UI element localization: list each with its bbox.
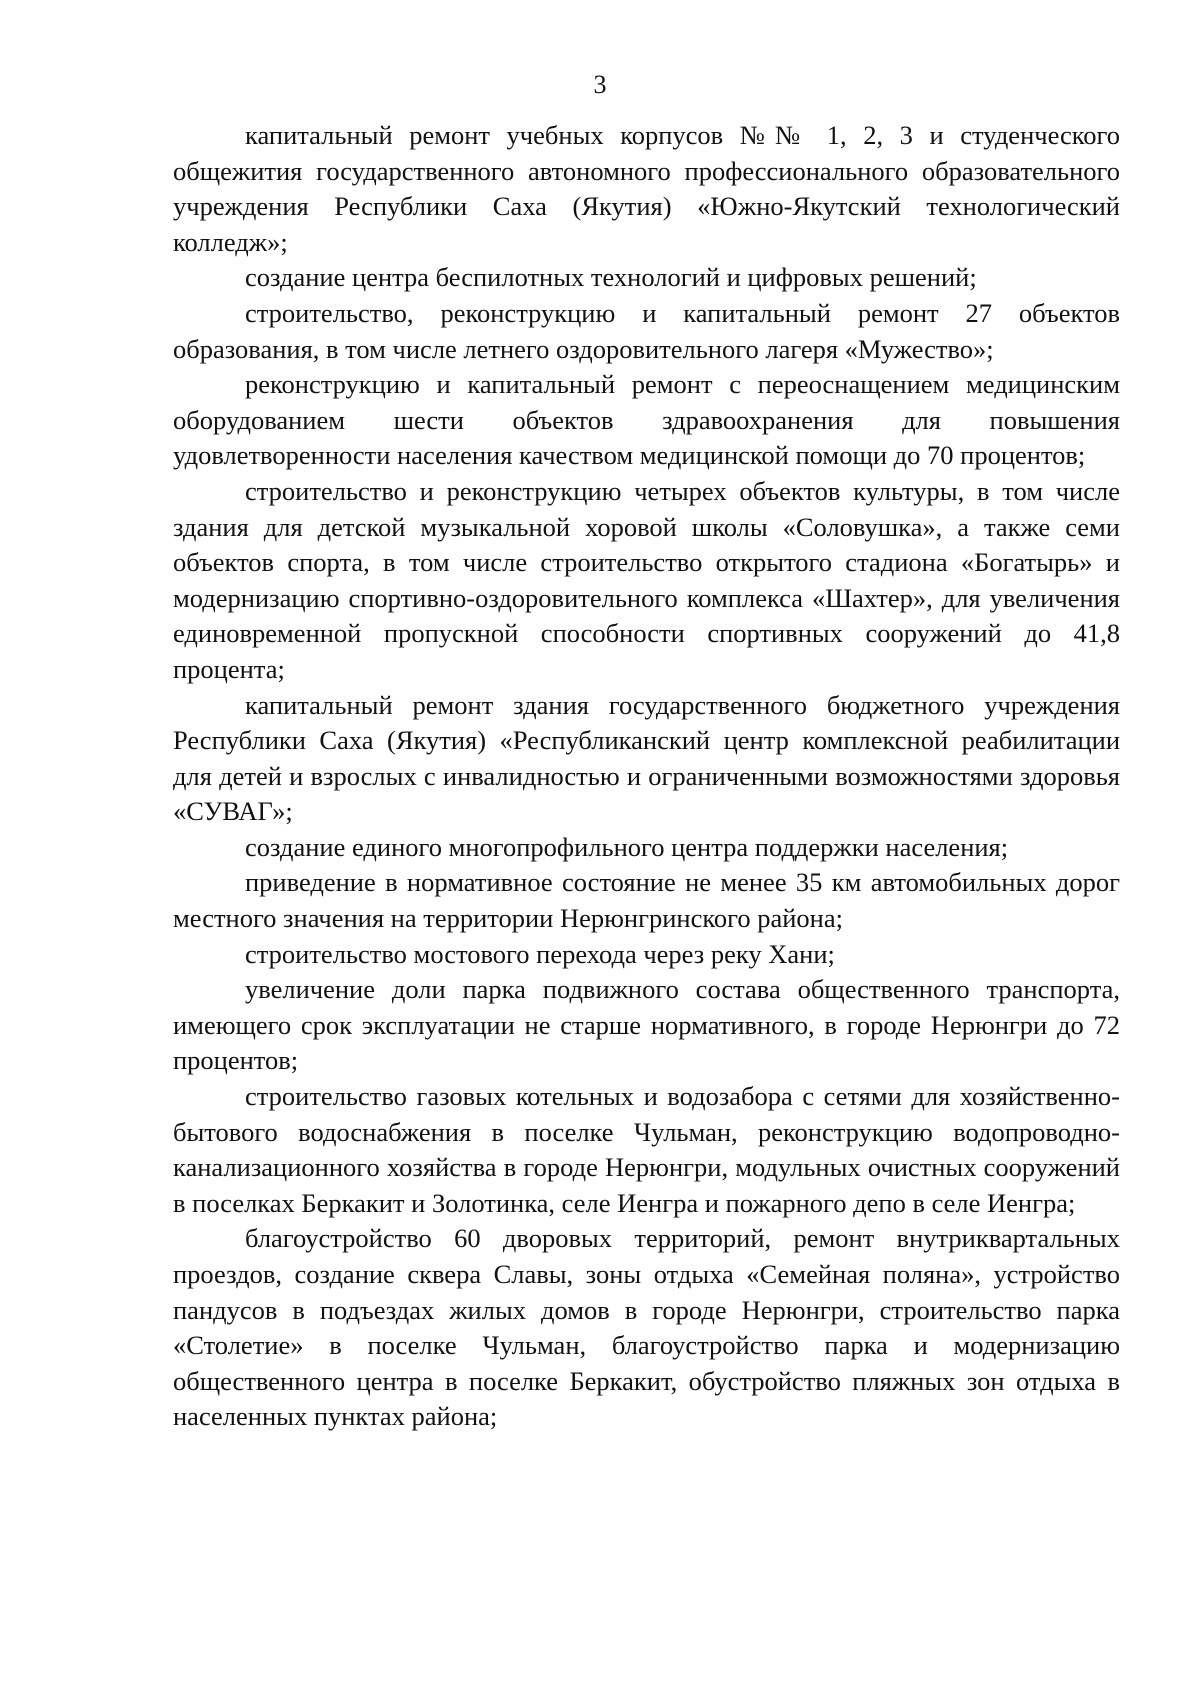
- paragraph-bridge: строительство мостового перехода через реку Хани;: [245, 938, 835, 969]
- document-body: [173, 118, 1120, 1435]
- paragraph-drone-center: создание центра беспилотных технологий и цифровых решений;: [245, 262, 977, 293]
- paragraph-transport: увеличение доли парка подвижного состава общественного транспорта, имеющего срок эксплуатации не старше нормативного, в городе Нерюнгри до 72 процентов;: [173, 974, 1120, 1076]
- page-number: 3: [593, 70, 607, 99]
- paragraph-rehabilitation-center: капитальный ремонт здания государственного бюджетного учреждения Республики Саха (Якутия) «Республиканский центр комплексной реабилитации для детей и взрослых с инвалидностью и ограниченными возможностями здоровья «СУВАГ»;: [173, 689, 1120, 827]
- paragraph-education-objects: строительство, реконструкцию и капитальный ремонт 27 объектов образования, в том числе летнего оздоровительного лагеря «Мужество»;: [173, 297, 1120, 364]
- paragraph-support-center: создание единого многопрофильного центра поддержки населения;: [245, 831, 1009, 862]
- paragraph-culture-sport: строительство и реконструкцию четырех объектов культуры, в том числе здания для детской музыкальной хоровой школы «Соловушка», а также семи объектов спорта, в том числе строительство открытого стадиона «Богатырь» и модернизацию спортивно-оздоровительного комплекса «Шахтер», для увеличения единовременной пропускной способности спортивных сооружений до 41,8 процента;: [173, 475, 1120, 684]
- paragraph-utilities: строительство газовых котельных и водозабора с сетями для хозяйственно-бытового водоснабжения в поселке Чульман, реконструкцию водопроводно-канализационного хозяйства в городе Нерюнгри, модульных очистных сооружений в поселках Беркакит и Золотинка, селе Иенгра и пожарного депо в селе Иенгра;: [173, 1081, 1120, 1218]
- paragraph-roads: приведение в нормативное состояние не менее 35 км автомобильных дорог местного значения на территории Нерюнгринского района;: [173, 867, 1120, 934]
- paragraph-healthcare: реконструкцию и капитальный ремонт с переоснащением медицинским оборудованием шести объектов здравоохранения для повышения удовлетворенности населения качеством медицинской помощи до 70 процентов;: [173, 369, 1120, 471]
- paragraph-landscaping: благоустройство 60 дворовых территорий, ремонт внутриквартальных проездов, создание сквера Славы, зоны отдыха «Семейная поляна», устройство пандусов в подъездах жилых домов в городе Нерюнгри, строительство парка «Столетие» в поселке Чульман, благоустройство парка и модернизацию общественного центра в поселке Беркакит, обустройство пляжных зон отдыха в населенных пунктах района;: [173, 1223, 1120, 1432]
- paragraph-college-repair: капитальный ремонт учебных корпусов №№ 1, 2, 3 и студенческого общежития государственного автономного профессионального образовательного учреждения Республики Саха (Якутия) «Южно-Якутский технологический колледж»;: [173, 120, 1120, 257]
